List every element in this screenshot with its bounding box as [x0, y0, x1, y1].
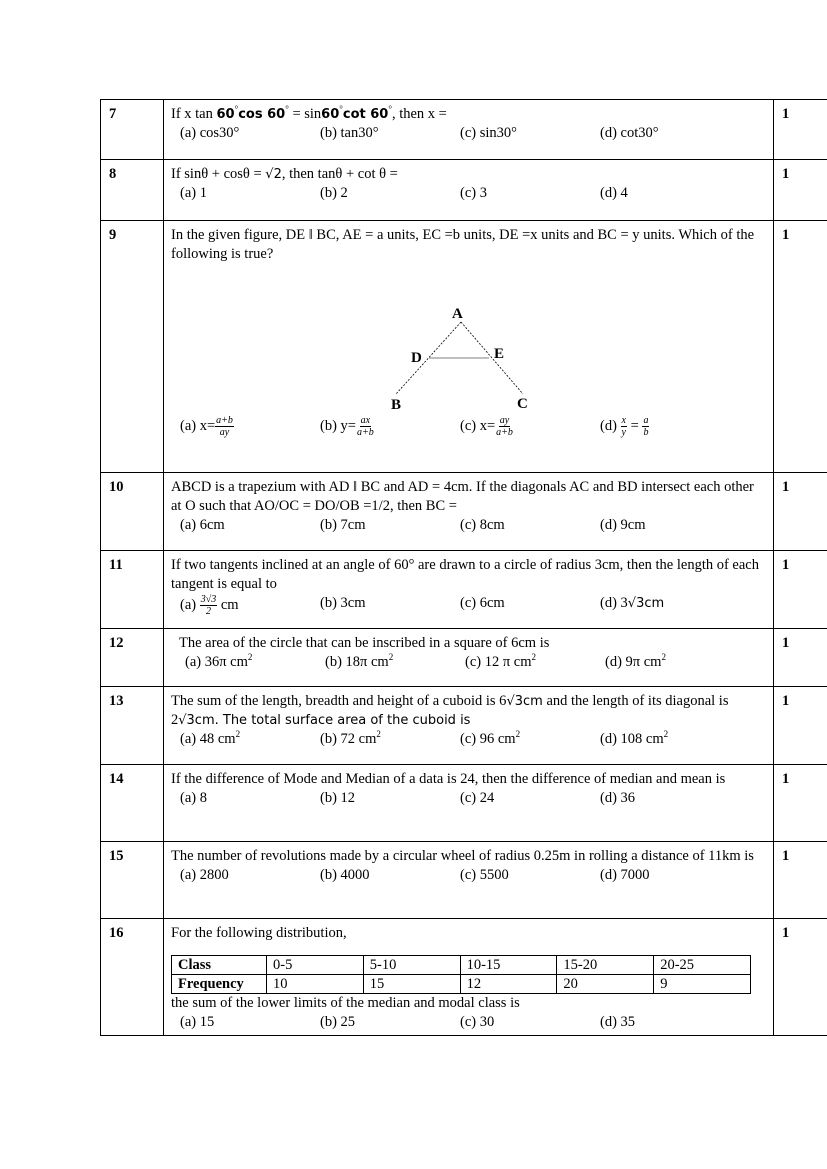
table-row	[172, 956, 751, 975]
option-a: (a) 8	[180, 790, 207, 806]
option-d: (d) $\frac{x}{y}$ = $\frac{a}{b}$	[600, 415, 649, 438]
options	[180, 415, 767, 438]
question-stem-continued: the sum of the lower limits of the median and modal class is	[171, 995, 520, 1011]
question-number: 15	[101, 842, 164, 919]
option-b: (b) 2	[320, 185, 348, 201]
option-a: (a) 36π $cm^2$	[185, 652, 253, 670]
question-body	[164, 842, 774, 919]
option-a: (a) $\frac{3√3}{2}$ cm	[180, 594, 239, 617]
table-cell: 15-20	[557, 956, 654, 975]
question-row-10	[101, 473, 827, 551]
table-cell: 5-10	[363, 956, 460, 975]
option-a: (a) 48 $cm^2$	[180, 729, 241, 747]
option-d: (d) 7000	[600, 867, 650, 883]
question-stem: If the difference of Mode and Median of a data is 24, then the difference of median and mean is	[171, 771, 726, 787]
option-d: (d) 9cm	[600, 517, 646, 533]
question-body	[164, 687, 774, 765]
question-body	[164, 100, 774, 160]
option-c: (c) 8cm	[460, 517, 505, 533]
option-b: (b) 7cm	[320, 517, 366, 533]
question-body	[164, 221, 774, 473]
question-body	[164, 629, 774, 687]
option-a: (a) cos30°	[180, 125, 240, 141]
label-b: B	[391, 397, 402, 413]
option-b: (b) 3cm	[320, 595, 366, 611]
option-d: (d) 35	[600, 1014, 636, 1030]
question-stem: For the following distribution,	[171, 925, 347, 941]
option-d: (d) 4	[600, 185, 628, 201]
option-c: (c) 6cm	[460, 595, 505, 611]
question-row-16	[101, 919, 827, 1036]
option-d: (d) 108 $cm^2$	[600, 729, 669, 747]
question-body	[164, 160, 774, 221]
option-a: (a) 2800	[180, 867, 229, 883]
option-d: (d) 9π $cm^2$	[605, 652, 666, 670]
question-number: 9	[101, 221, 164, 473]
table-header-cell: Frequency	[172, 975, 267, 994]
option-c: (c) 12 π $cm^2$	[465, 652, 537, 670]
question-marks: 1	[774, 629, 827, 687]
question-row-14	[101, 765, 827, 842]
question-row-8	[101, 160, 827, 221]
question-row-13	[101, 687, 827, 765]
question-marks: 1	[774, 473, 827, 551]
question-body	[164, 473, 774, 551]
option-d: (d) 36	[600, 790, 636, 806]
question-marks: 1	[774, 551, 827, 629]
table-cell: 10	[267, 975, 364, 994]
triangle-figure	[171, 264, 767, 413]
question-row-7	[101, 100, 827, 160]
table-header-cell: Class	[172, 956, 267, 975]
option-a: (a) 15	[180, 1014, 215, 1030]
question-stem: If x tan 60°cos 60° = sin60°cot 60°, then x =	[171, 104, 447, 122]
options	[180, 1013, 767, 1032]
question-number: 10	[101, 473, 164, 551]
table-cell: 20-25	[654, 956, 751, 975]
question-number: 12	[101, 629, 164, 687]
question-marks: 1	[774, 919, 827, 1036]
question-marks: 1	[774, 160, 827, 221]
triangle-diagram	[171, 264, 761, 414]
options	[180, 866, 767, 885]
option-b: (b) 12	[320, 790, 356, 806]
option-c: (c) 5500	[460, 867, 509, 883]
option-d: (d) 3√3cm	[600, 595, 665, 611]
distribution-table	[171, 955, 751, 994]
question-row-11	[101, 551, 827, 629]
question-stem: If sinθ + cosθ = √2, then tanθ + cot θ =	[171, 166, 398, 182]
question-marks: 1	[774, 221, 827, 473]
label-d: D	[411, 350, 422, 366]
label-e: E	[494, 346, 505, 362]
question-number: 8	[101, 160, 164, 221]
question-body	[164, 765, 774, 842]
option-c: (c) 24	[460, 790, 495, 806]
option-b: (b) 4000	[320, 867, 370, 883]
question-stem: The number of revolutions made by a circular wheel of radius 0.25m in rolling a distance of 11km is	[171, 848, 754, 864]
options	[180, 730, 767, 749]
table-cell: 12	[460, 975, 557, 994]
table-cell: 20	[557, 975, 654, 994]
options	[180, 124, 767, 143]
question-number: 14	[101, 765, 164, 842]
label-a: A	[452, 306, 463, 322]
option-b: (b) tan30°	[320, 125, 379, 141]
option-d: (d) cot30°	[600, 125, 659, 141]
question-stem: If two tangents inclined at an angle of 60° are drawn to a circle of radius 3cm, then the length of each tangent is equal to	[171, 557, 759, 592]
option-b: (b) y= $\frac{ax}{a+b}$	[320, 415, 374, 438]
option-a: (a) 6cm	[180, 517, 225, 533]
option-c: (c) 96 $cm^2$	[460, 729, 521, 747]
option-c: (c) 30	[460, 1014, 495, 1030]
question-number: 16	[101, 919, 164, 1036]
label-c: C	[517, 396, 528, 412]
question-body	[164, 551, 774, 629]
question-marks: 1	[774, 687, 827, 765]
options	[185, 653, 767, 672]
table-cell: 10-15	[460, 956, 557, 975]
options	[180, 789, 767, 808]
table-cell: 15	[363, 975, 460, 994]
question-row-9	[101, 221, 827, 473]
question-stem: In the given figure, DE ǁ BC, AE = a units, EC =b units, DE =x units and BC = y units. Which of the following is true?	[171, 227, 755, 262]
option-a: (a) x= $\frac{a+b}{ay}$	[180, 415, 233, 438]
option-a: (a) 1	[180, 185, 207, 201]
question-body	[164, 919, 774, 1036]
option-c: (c) x= $\frac{ay}{a+b}$	[460, 415, 513, 438]
question-number: 11	[101, 551, 164, 629]
question-number: 7	[101, 100, 164, 160]
question-stem: ABCD is a trapezium with AD ǁ BC and AD = 4cm. If the diagonals AC and BD intersect each other at O such that AO/OC = DO/OB =1/2, then BC =	[171, 479, 754, 514]
question-row-15	[101, 842, 827, 919]
option-c: (c) sin30°	[460, 125, 517, 141]
option-c: (c) 3	[460, 185, 487, 201]
options	[180, 184, 767, 203]
question-marks: 1	[774, 842, 827, 919]
question-number: 13	[101, 687, 164, 765]
option-b: (b) 18π $cm^2$	[325, 652, 394, 670]
table-cell: 9	[654, 975, 751, 994]
options	[180, 516, 767, 535]
question-marks: 1	[774, 100, 827, 160]
table-row	[172, 975, 751, 994]
option-b: (b) 72 $cm^2$	[320, 729, 381, 747]
question-marks: 1	[774, 765, 827, 842]
question-table	[100, 99, 827, 1036]
question-row-12	[101, 629, 827, 687]
options	[180, 594, 767, 617]
option-b: (b) 25	[320, 1014, 356, 1030]
question-stem: The sum of the length, breadth and height of a cuboid is 6√3cm and the length of its diagonal is 2√3cm. The total surface area of the cuboid is	[171, 693, 729, 728]
question-stem: The area of the circle that can be inscribed in a square of 6cm is	[179, 635, 550, 651]
table-cell: 0-5	[267, 956, 364, 975]
